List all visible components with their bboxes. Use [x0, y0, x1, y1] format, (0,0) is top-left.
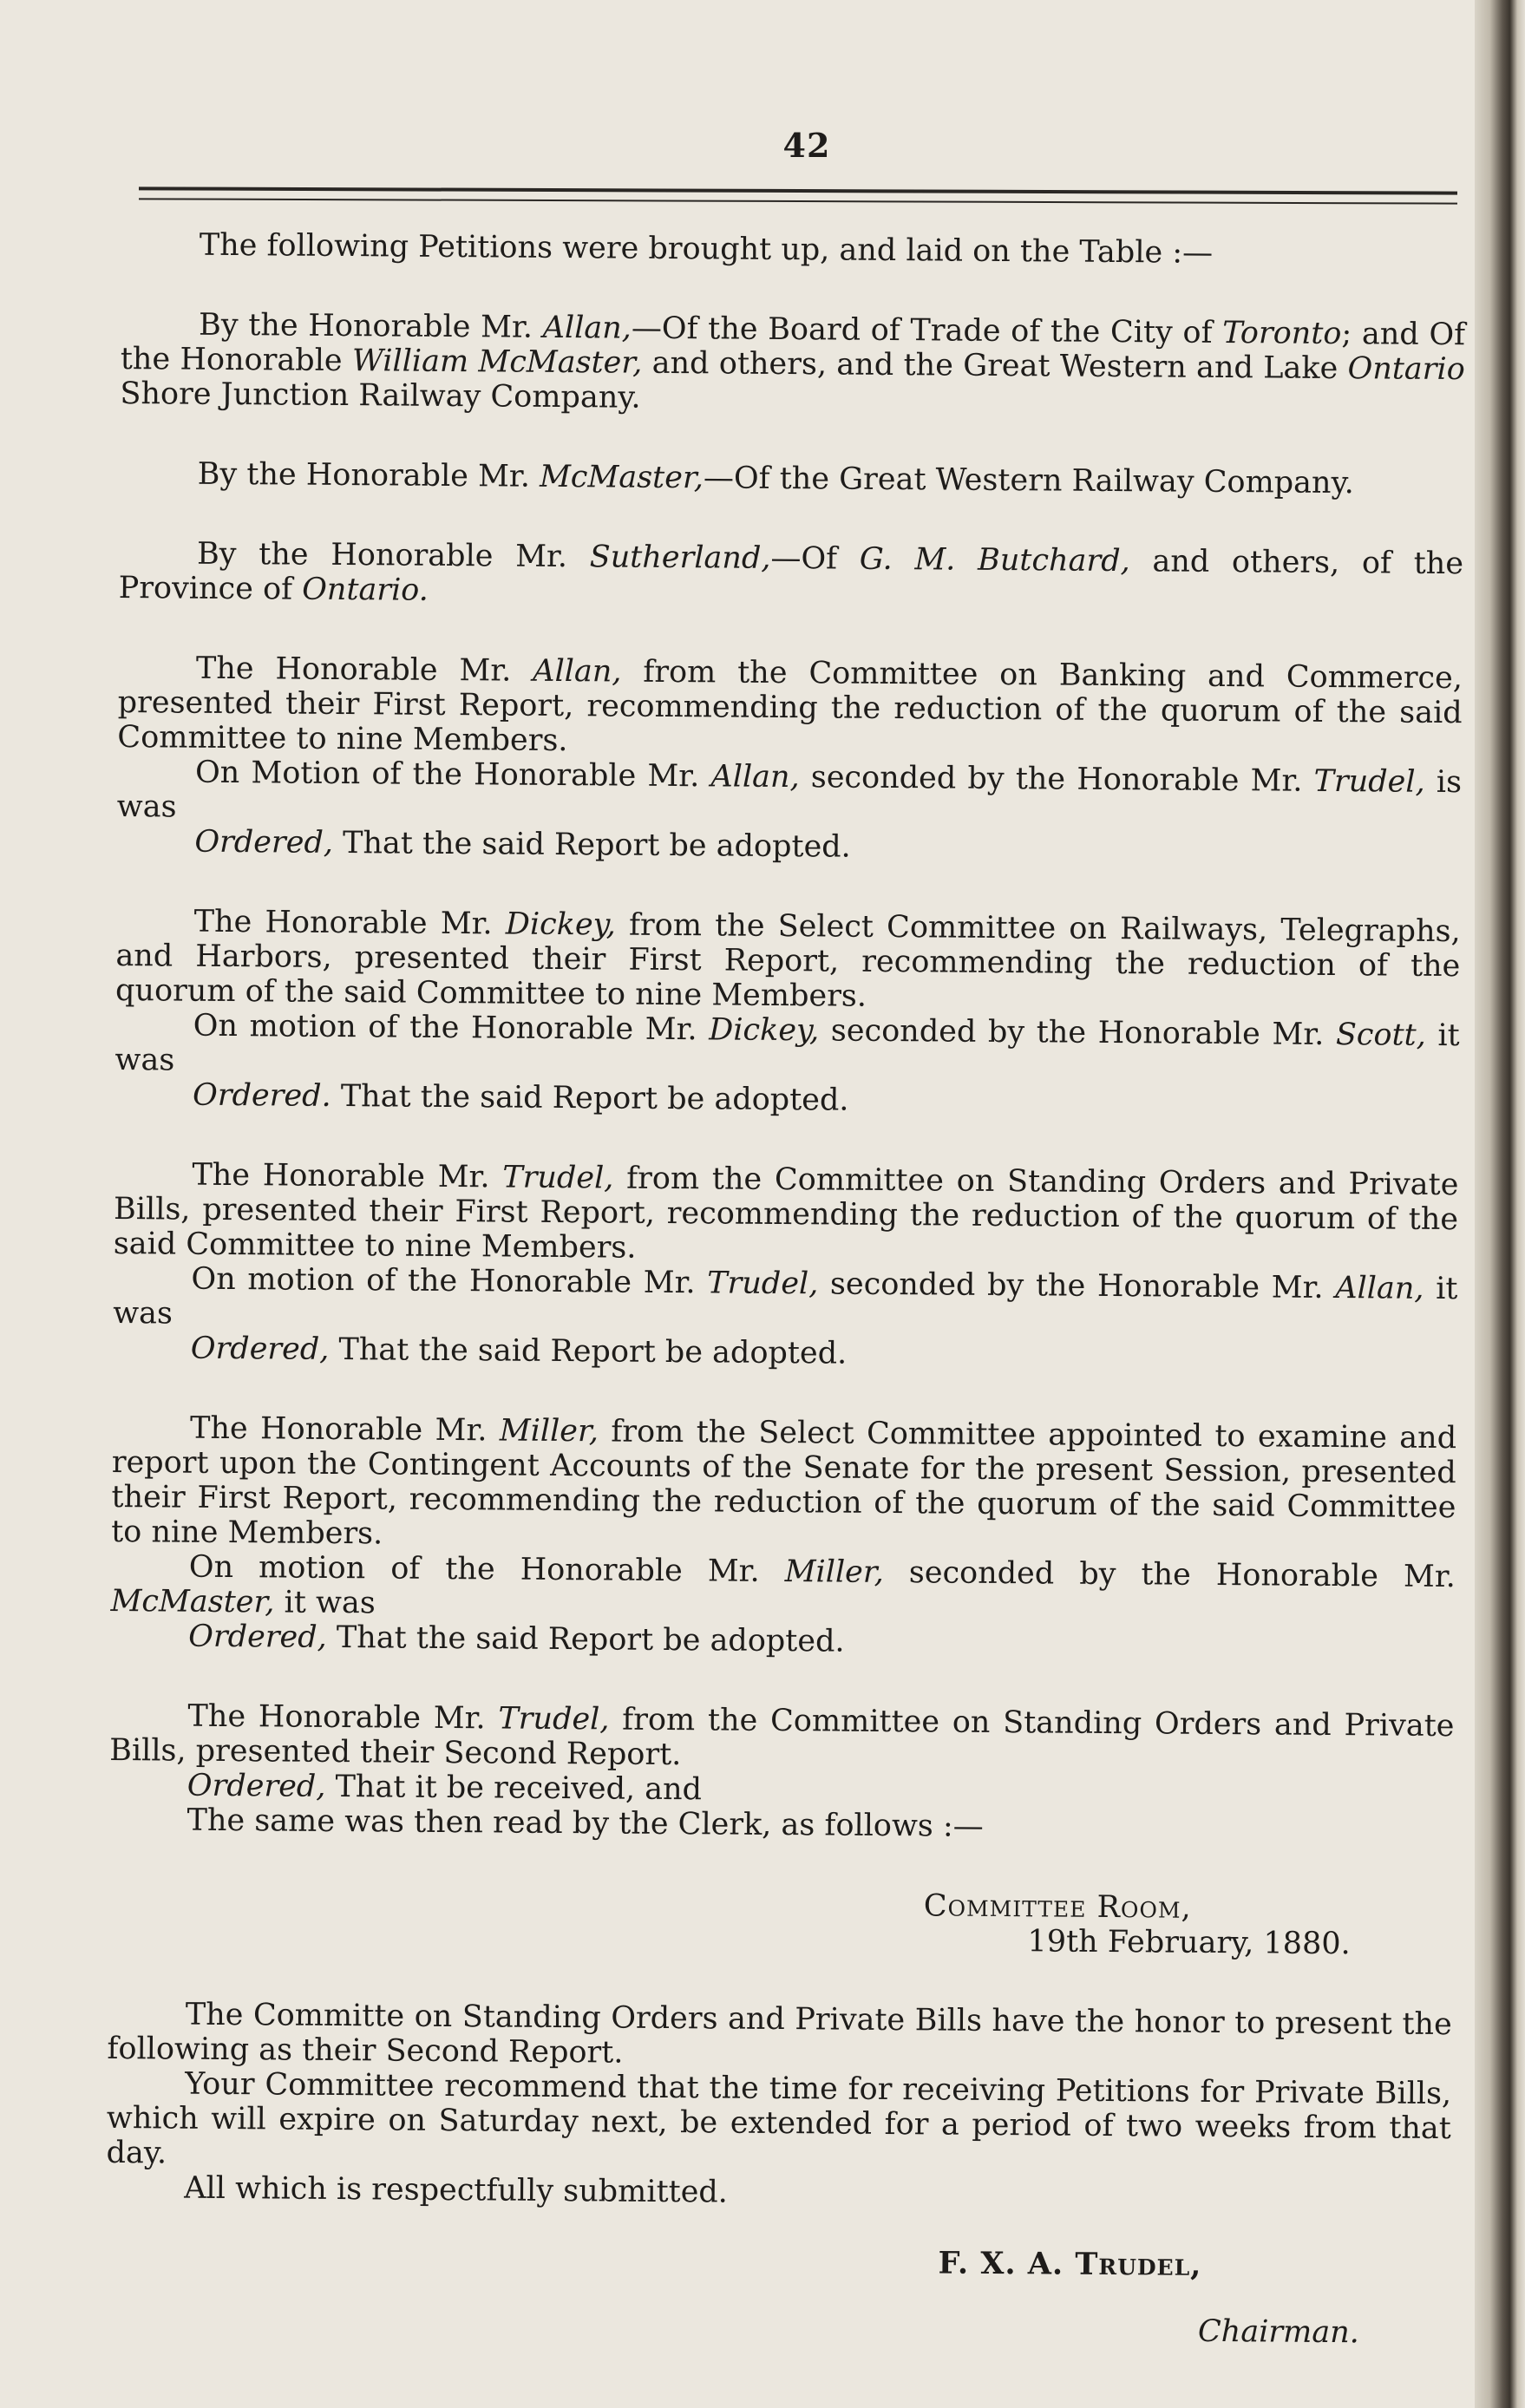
header-rule-thick — [139, 186, 1457, 194]
report-body-2: Your Committee recommend that the time for receiving Petitions for Private Bills, which will expire on Saturday next, be extended for a period of two weeks from that day. — [106, 2066, 1452, 2171]
motion-text: it was — [115, 1018, 1460, 1078]
petition-2 — [120, 456, 1464, 501]
senator-name: Allan, — [710, 759, 800, 795]
senator-name: Miller, — [499, 1413, 599, 1449]
senator-name: Trudel, — [707, 1266, 819, 1302]
signature-name — [938, 2246, 1450, 2285]
senator-name: Allan, — [1335, 1271, 1424, 1306]
petitions-intro: The following Petitions were brought up, and laid on the Table :— — [199, 227, 1214, 271]
second-report-intro — [109, 1698, 1455, 1778]
senator-name: Trudel, — [1313, 763, 1425, 800]
senator-name: Trudel, — [502, 1160, 614, 1196]
petition-3 — [119, 536, 1464, 616]
ordered-label: Ordered, — [190, 1331, 330, 1367]
petition-text: and others, of the Province of — [118, 544, 1464, 607]
ordered-label: Ordered, — [188, 1619, 327, 1655]
motion-text: On motion of the Honorable Mr. — [191, 1261, 708, 1301]
petition-text: By the Honorable Mr. — [197, 456, 540, 494]
motion-text: On motion of the Honorable Mr. — [188, 1549, 785, 1590]
motion-3 — [113, 1261, 1458, 1341]
senator-name: Trudel, — [498, 1701, 610, 1737]
book-spine-edge — [1475, 0, 1525, 2408]
motion-text: On Motion of the Honorable Mr. — [194, 755, 711, 795]
report-text: The Honorable Mr. — [189, 1410, 500, 1449]
senator-name: McMaster, — [110, 1583, 275, 1620]
report-text: The Honorable Mr. — [192, 1157, 503, 1195]
signature-name-text: F. X. A. Trudel, — [938, 2245, 1202, 2283]
document-body — [105, 227, 1466, 2351]
petitioner-name: William McMaster, — [351, 344, 643, 381]
petition-1 — [120, 307, 1465, 422]
petition-text: By the Honorable Mr. — [196, 536, 590, 575]
motion-text: seconded by the Honorable Mr. — [799, 760, 1314, 799]
petition-text: ; and Of the Honorable — [120, 317, 1466, 379]
motion-text: seconded by the Honorable Mr. — [818, 1266, 1336, 1306]
ordered-text: That the said Report be adopted. — [329, 1332, 848, 1371]
ordered-text: That the said Report be adopted. — [332, 825, 851, 865]
signature-title: Chairman. — [1197, 2313, 1359, 2351]
report-text: from the Committee on Banking and Commerce, presented their First Report, recommending the reduction of the quorum of the said Committee to nine Members. — [117, 654, 1463, 759]
ordered-text: That it be received, and — [325, 1769, 703, 1808]
report-2 — [115, 904, 1461, 1018]
report-date: 19th February, 1880. — [1027, 1924, 1351, 1962]
place-name: Toronto — [1222, 315, 1342, 352]
senator-name: Scott, — [1335, 1018, 1426, 1053]
second-report-read: The same was then read by the Clerk, as follows :— — [187, 1803, 984, 1844]
ordered-label: Ordered, — [187, 1768, 326, 1804]
petitioner-name: McMaster, — [539, 459, 704, 496]
report-text: from the Select Committee on Railways, Telegraphs, and Harbors, presented their First Report, recommending the reduction of the quorum of the said Committee to nine Members. — [115, 907, 1461, 1014]
ordered-label: Ordered, — [194, 824, 334, 860]
ordered-text: That the said Report be adopted. — [331, 1078, 849, 1118]
ordered-label: Ordered. — [192, 1077, 331, 1114]
petition-text: —Of the Board of Trade of the City of — [631, 311, 1223, 350]
motion-text: it was — [113, 1271, 1458, 1332]
place-name: Ontario. — [302, 572, 429, 608]
petition-text: —Of the Great Western Railway Company. — [703, 461, 1354, 501]
petition-text: and others, and the Great Western and Lake — [642, 345, 1348, 387]
ordered-text: That the said Report be adopted. — [326, 1620, 845, 1659]
committee-room: Committee Room, — [923, 1888, 1192, 1926]
report-text: The Honorable Mr. — [195, 651, 533, 689]
report-text: The Honorable Mr. — [193, 904, 507, 942]
report-body-3: All which is respectfully submitted. — [184, 2170, 729, 2210]
report-4 — [111, 1410, 1456, 1560]
report-3 — [114, 1157, 1459, 1272]
petition-text: By the Honorable Mr. — [198, 307, 543, 345]
report-1 — [117, 651, 1463, 765]
senator-name: Dickey, — [709, 1012, 820, 1049]
motion-text: seconded by the Honorable Mr. — [819, 1013, 1337, 1053]
motion-text: it was — [274, 1585, 376, 1621]
place-name: Ontario — [1347, 351, 1465, 388]
petitioner-name: Sutherland, — [589, 540, 771, 576]
header-rule-thin — [139, 198, 1457, 204]
report-text: from the Select Committee appointed to examine and report upon the Contingent Accounts of the Senate for the present Session, presented their First Report, recommending the reduction of the quorum of the said Committee to nine Members. — [111, 1414, 1457, 1552]
report-text: The Honorable Mr. — [187, 1698, 499, 1737]
petitioner-name: Allan, — [542, 310, 632, 346]
petition-text: —Of — [770, 540, 860, 577]
senator-name: Allan, — [533, 653, 622, 690]
motion-text: On motion of the Honorable Mr. — [193, 1008, 710, 1048]
motion-1 — [117, 755, 1463, 834]
motion-2 — [115, 1008, 1460, 1088]
petitioner-name: G. M. Butchard, — [859, 541, 1130, 579]
motion-4 — [110, 1549, 1456, 1629]
senator-name: Dickey, — [505, 906, 617, 943]
motion-text: seconded by the Honorable Mr. — [883, 1554, 1456, 1595]
senator-name: Miller, — [784, 1554, 884, 1590]
report-text: from the Committee on Standing Orders and Private Bills, presented their Second Report. — [109, 1702, 1455, 1773]
motion-text: is was — [116, 764, 1463, 825]
petition-text: Shore Junction Railway Company. — [120, 376, 641, 416]
report-body-1: The Committe on Standing Orders and Private Bills have the honor to present the following as their Second Report. — [107, 1997, 1452, 2071]
page-number: 42 — [782, 126, 831, 165]
report-text: from the Committee on Standing Orders and Private Bills, presented their First Report, recommending the reduction of the quorum of the said Committee to nine Members. — [113, 1161, 1459, 1266]
